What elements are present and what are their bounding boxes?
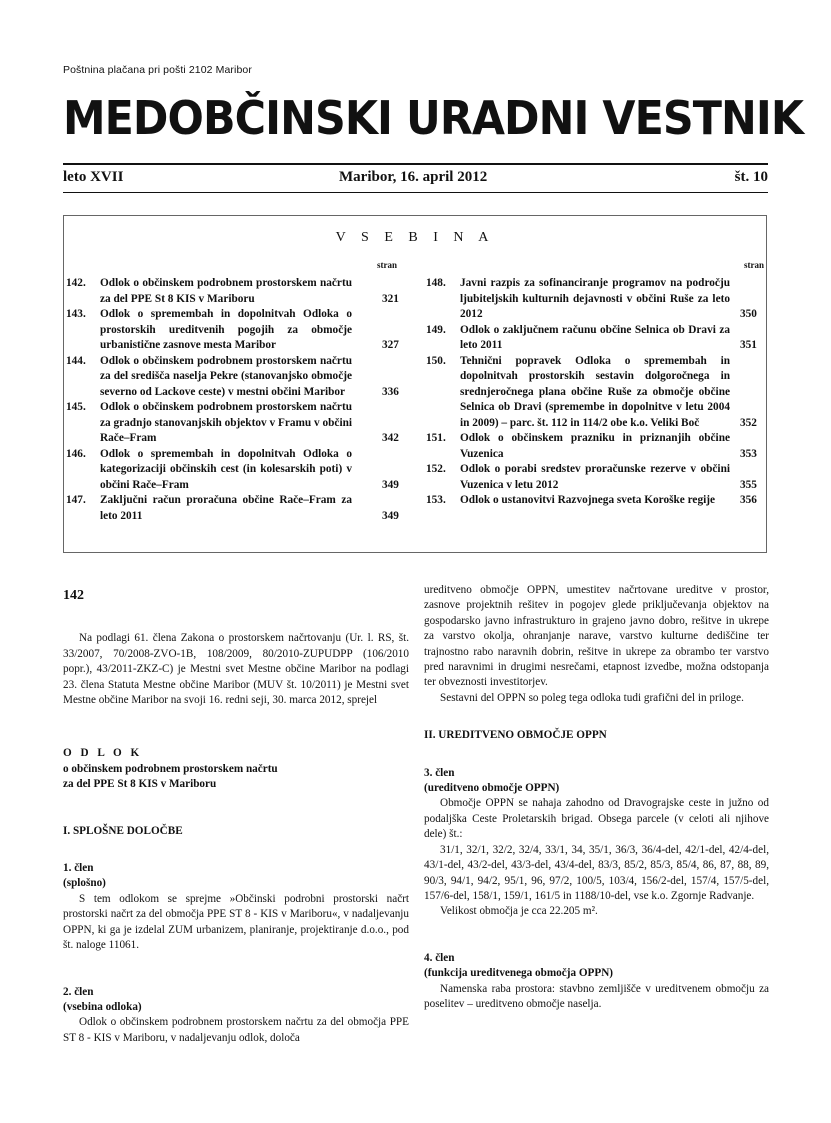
toc-entry-page: 321 (382, 292, 399, 305)
toc-entry[interactable] (426, 354, 764, 432)
toc-entry-number: 153. (426, 494, 446, 506)
toc-entry-title: Odlok o spremembah in dopolnitvah Odloka o kategorizaciji občinskih cest (in kolesarskih poti) v občini Rače–Fram (100, 447, 352, 491)
toc-entry-title: Odlok o občinskem prazniku in priznanjih občine Vuzenica (460, 432, 730, 460)
article-2-subtitle: (vsebina odloka) (63, 1000, 142, 1013)
toc-entry-page: 352 (740, 416, 757, 429)
masthead-rule (63, 163, 768, 165)
toc-entry[interactable] (66, 400, 404, 447)
article-4-title: 4. člen (424, 951, 455, 964)
toc-entry-page: 336 (382, 385, 399, 398)
toc-entry-page: 349 (382, 509, 399, 522)
toc-entry-title: Odlok o porabi sredstev proračunske rezerve v občini Vuzenica v letu 2012 (460, 463, 730, 491)
toc-entry-title: Odlok o občinskem podrobnem prostorskem načrtu za del PPE St 8 KIS v Mariboru (100, 277, 352, 305)
toc-right-column (426, 276, 764, 509)
article-3-title: 3. člen (424, 766, 455, 779)
toc-entry[interactable] (66, 307, 404, 354)
toc-entry-page: 342 (382, 432, 399, 444)
toc-entry-page: 355 (740, 478, 757, 491)
toc-entry-number: 146. (66, 447, 86, 460)
masthead-title: MEDOBČINSKI URADNI VESTNIK (63, 91, 804, 145)
toc-entry[interactable] (426, 323, 764, 354)
article-1-text: S tem odlokom se sprejme »Občinski podrobni prostorski načrt prostorski načrt za del območja PPE ST 8 - KIS v Mariboru«, v nadaljevanju OPPN, ki ga je izdelal ZUM urbanizem, planiranje, projektiranje d.o.o., pod št. naloge 11061. (63, 892, 409, 952)
toc-entry-title: Zaključni račun proračuna občine Rače–Fram za leto 2011 (100, 494, 352, 522)
chapter-heading-1: I. SPLOŠNE DOLOČBE (63, 824, 183, 837)
postal-note: Poštnina plačana pri pošti 2102 Maribor (63, 64, 252, 76)
article-3-parcels: 31/1, 32/1, 32/2, 32/4, 33/1, 34, 35/1, 36/3, 36/4-del, 42/1-del, 42/4-del, 43/1-del, 43/2-del, 43/3-del, 43/4-del, 83/3, 85/2, 85/3, 85/4, 86, 87, 88, 89, 90/3, 94/1, 94/2, 95/1, 96, 97/2, 100/5, 103/4, 156/2-del, 157/4, 157/5-del, 157/6-del, 158/1, 159/1, 161/5 in 1188/10-del, vse k.o. Zgornje Radvanje. (424, 843, 769, 902)
toc-page-label-right: stran (744, 260, 764, 270)
issue-number: št. 10 (734, 169, 768, 185)
toc-entry-page: 349 (382, 478, 399, 491)
issue-info-row (63, 169, 768, 189)
toc-entry-page: 327 (382, 339, 399, 351)
toc-entry-title: Odlok o zaključnem računu občine Selnica ob Dravi za leto 2011 (460, 323, 730, 351)
toc-entry-page: 350 (740, 308, 757, 320)
article-3-subtitle: (ureditveno območje OPPN) (424, 782, 560, 795)
toc-entry-page: 356 (740, 494, 757, 506)
table-of-contents (63, 215, 767, 553)
toc-entry[interactable] (66, 354, 404, 401)
article-2-continuation-2: Sestavni del OPPN so poleg tega odloka tudi grafični del in priloge. (440, 691, 744, 704)
toc-entry[interactable] (426, 462, 764, 493)
toc-entry-title: Odlok o občinskem podrobnem prostorskem načrtu za gradnjo stanovanjskih objektov v Framu v občini Rače–Fram (100, 401, 353, 444)
toc-left-column (66, 276, 404, 524)
decree-subtitle-2: za del PPE St 8 KIS v Mariboru (63, 778, 217, 791)
toc-entry-number: 144. (66, 354, 86, 367)
toc-entry[interactable] (66, 276, 404, 307)
issue-year: leto XVII (63, 169, 124, 185)
left-text-column (63, 588, 409, 1046)
toc-entry-number: 143. (66, 308, 86, 320)
decree-title: O D L O K (63, 747, 143, 760)
toc-entry-title: Odlok o spremembah in dopolnitvah Odloka o prostorskih ureditvenih pogojih za območje urbanistične zasnove mesta Maribor (100, 308, 352, 351)
toc-entry-number: 142. (66, 277, 86, 289)
toc-entry-number: 148. (426, 277, 446, 289)
article-1-title: 1. člen (63, 862, 94, 875)
toc-entry-number: 152. (426, 463, 446, 475)
toc-entry-number: 150. (426, 354, 446, 367)
toc-entry[interactable] (426, 431, 764, 462)
toc-page-label-left: stran (377, 260, 397, 270)
article-4-text: Namenska raba prostora: stavbno zemljišče v ureditvenem območju za poselitev – ureditveno območje naselja. (424, 982, 769, 1010)
toc-entry[interactable] (66, 493, 404, 524)
toc-entry-number: 147. (66, 494, 86, 506)
toc-title: V S E B I N A (335, 230, 495, 245)
article-2-text: Odlok o občinskem podrobnem prostorskem načrtu za del območja PPE ST 8 - KIS v Mariboru, v nadaljevanju odlok, določa (63, 1016, 409, 1044)
article-1-subtitle: (splošno) (63, 877, 106, 890)
article-2-title: 2. člen (63, 985, 94, 998)
preamble-text: Na podlagi 61. člena Zakona o prostorskem načrtovanju (Ur. l. RS, št. 33/2007, 70/2008-ZVO-1B, 108/2009, 80/2010-ZUPUDPP (106/2010 popr.), 43/2011-ZKZ-C) je Mestni svet Mestne občine Maribor na podlagi 23. člena Statuta Mestne občine Maribor (MUV št. 10/2011) je Mestni svet Mestne občine Maribor na svoji 16. redni seji, 30. marca 2012, sprejel (63, 632, 409, 707)
toc-entry-page: 353 (740, 447, 757, 460)
toc-entry-number: 145. (66, 401, 86, 413)
issue-place-date: Maribor, 16. april 2012 (339, 169, 488, 185)
article-4-subtitle: (funkcija ureditvenega območja OPPN) (424, 967, 614, 980)
right-text-column (424, 583, 769, 1012)
toc-entry-number: 151. (426, 432, 446, 444)
toc-entry-title: Javni razpis za sofinanciranje programov na področju ljubiteljskih kulturnih dejavnosti v občini Ruše za leto 2012 (460, 277, 730, 320)
toc-entry-page: 351 (740, 339, 757, 351)
toc-entry-number: 149. (426, 323, 446, 336)
toc-entry[interactable] (66, 447, 404, 494)
article-2-continuation: ureditveno območje OPPN, umestitev načrtovane ureditve v prostor, zasnove projektnih rešitev in pogojev glede priključevanja objektov na gospodarsko javno infrastrukturo in grajeno javno dobro, rešitve in ukrepe za varstvo okolja, ohranjanje narave, varstvo kulturne dediščine ter trajnostno rabo naravnih dobrin, rešitve in ukrepe za obrambo ter varstvo pred naravnimi in drugimi nesrečami, etapnost izvedbe, možna odstopanja ter obveznosti investitorjev. (424, 584, 769, 689)
article-3-area: Velikost območja je cca 22.205 m². (440, 905, 598, 918)
article-3-text: Območje OPPN se nahaja zahodno od Dravograjske ceste in južno od podaljška Ceste Proletarskih brigad. Obsega parcele (v celoti ali njihove dele) št.: (424, 797, 769, 841)
decree-number: 142 (63, 588, 84, 603)
toc-entry[interactable] (426, 493, 764, 509)
toc-entry[interactable] (426, 276, 764, 323)
chapter-heading-2: II. UREDITVENO OBMOČJE OPPN (424, 729, 607, 742)
toc-entry-title: Odlok o občinskem podrobnem prostorskem načrtu za del središča naselja Pekre (stanovanjsko območje severno od Lackove ceste) v mestni občini Maribor (100, 354, 352, 398)
toc-entry-title: Tehnični popravek Odloka o spremembah in dopolnitvah prostorskih sestavin dolgoročnega in srednjeročnega plana občine Ruše za območje občine Selnica ob Dravi (spremembe in dopolnitve v letu 2004 in 2009) – parc. št. 112 in 114/2 obe k.o. Veliki Boč (460, 354, 730, 429)
issue-rule (63, 192, 768, 193)
decree-subtitle-1: o občinskem podrobnem prostorskem načrtu (63, 762, 278, 775)
toc-entry-title: Odlok o ustanovitvi Razvojnega sveta Koroške regije (460, 494, 716, 506)
